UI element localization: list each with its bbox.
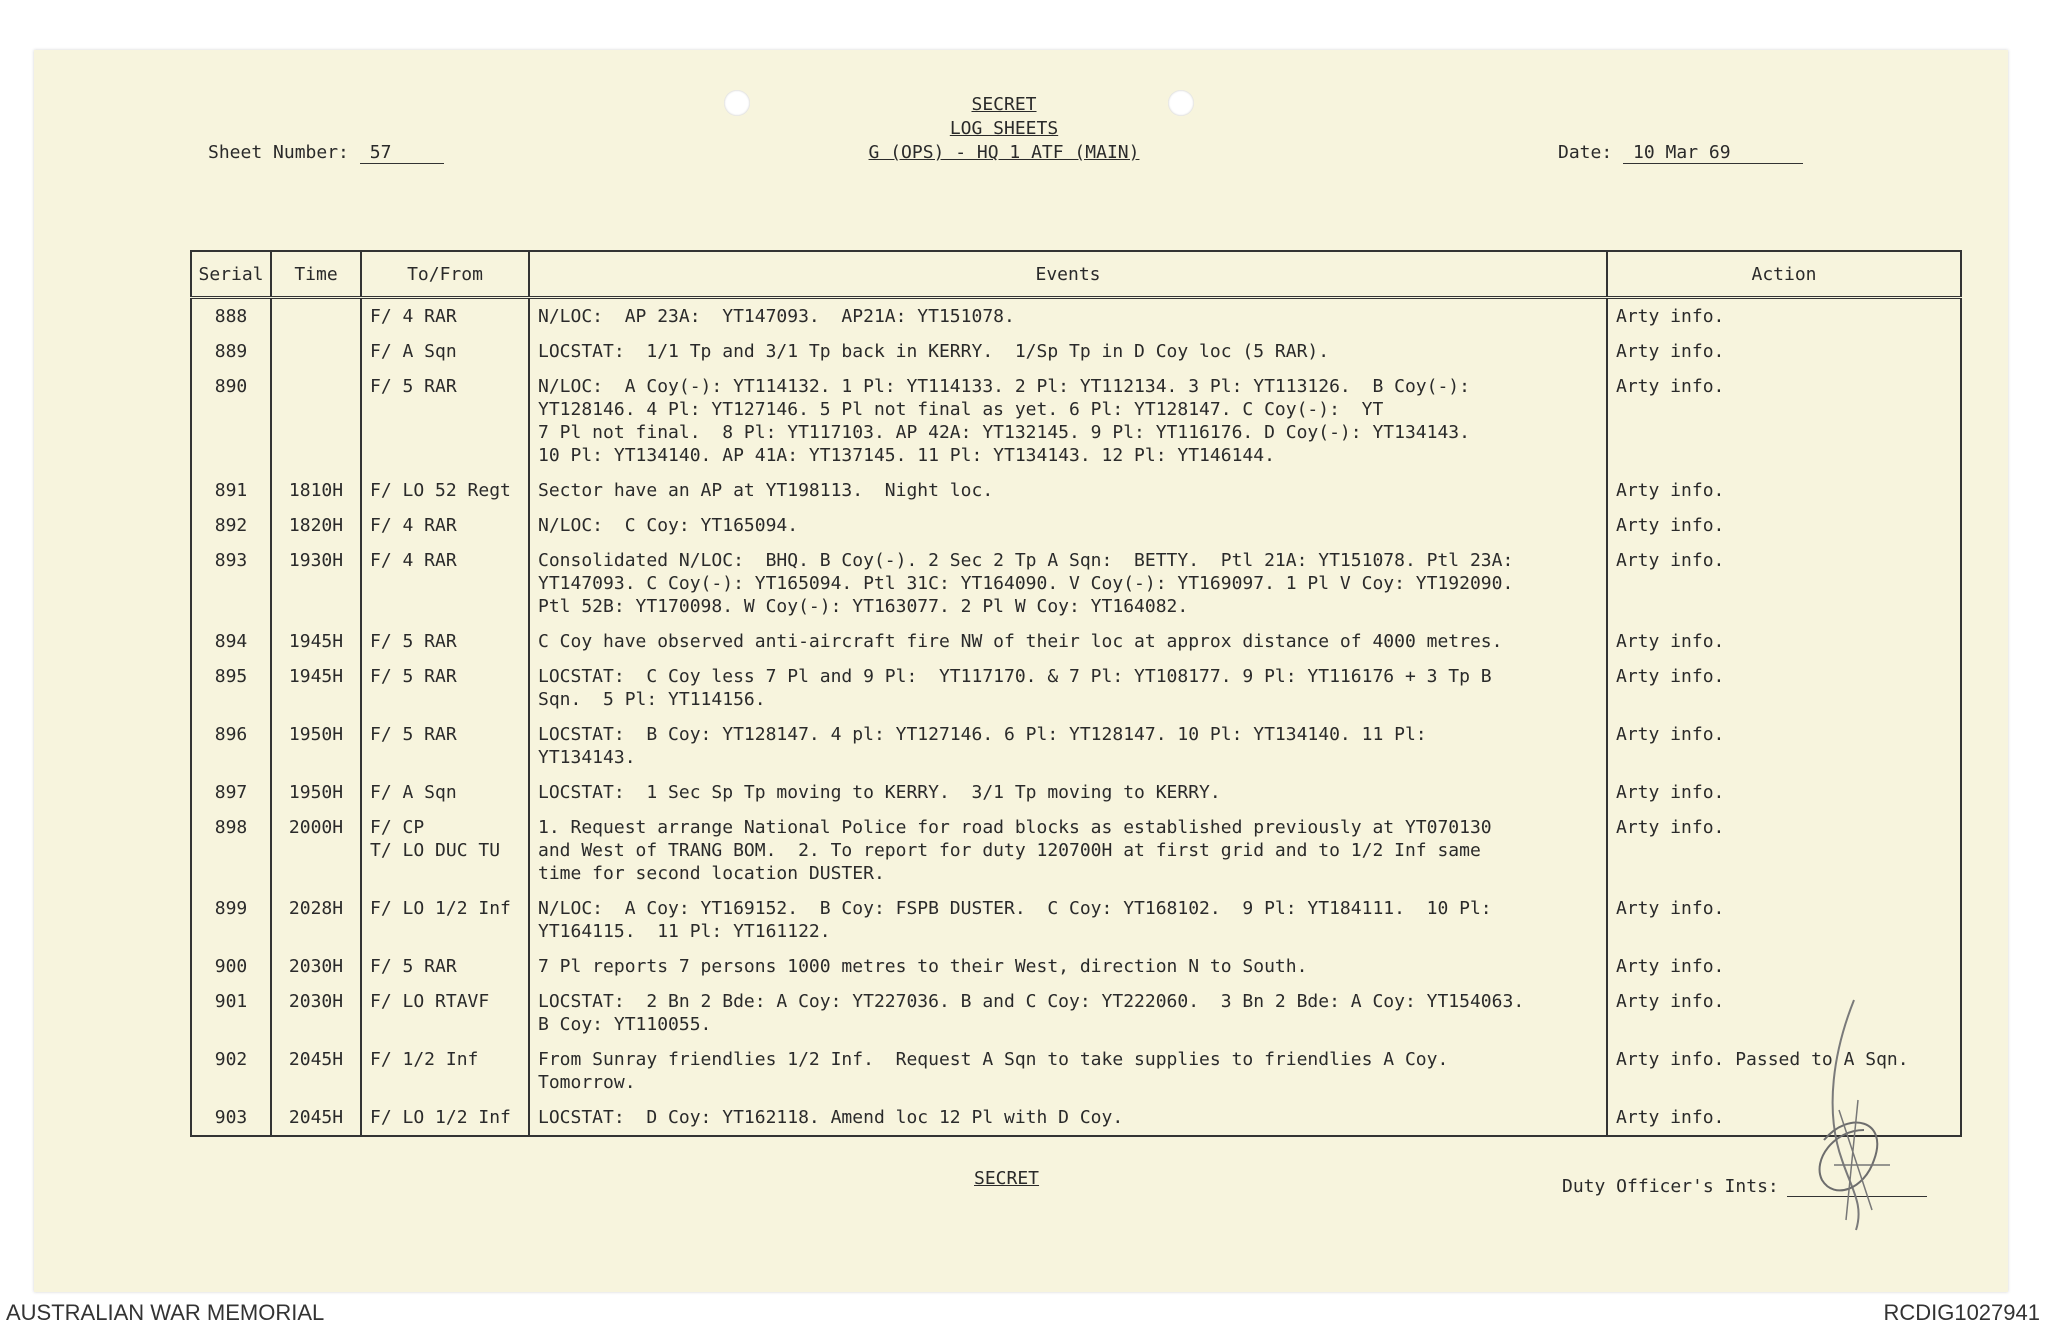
serial-cell: 889 xyxy=(191,334,271,369)
header-unit: G (OPS) - HQ 1 ATF (MAIN) xyxy=(868,142,1140,163)
table-header-row xyxy=(191,251,1961,298)
tofrom-cell: F/ 5 RAR xyxy=(361,369,529,473)
tofrom-cell: F/ 5 RAR xyxy=(361,624,529,659)
time-cell: 1820H xyxy=(271,508,361,543)
events-cell: LOCSTAT: 1/1 Tp and 3/1 Tp back in KERRY. 1/Sp Tp in D Coy loc (5 RAR). xyxy=(529,334,1607,369)
time-cell: 2030H xyxy=(271,984,361,1042)
action-cell: Arty info. xyxy=(1607,298,1961,335)
events-cell: LOCSTAT: D Coy: YT162118. Amend loc 12 Pl with D Coy. xyxy=(529,1100,1607,1136)
action-cell: Arty info. xyxy=(1607,508,1961,543)
events-cell: LOCSTAT: C Coy less 7 Pl and 9 Pl: YT117170. & 7 Pl: YT108177. 9 Pl: YT116176 + 3 Tp B Sqn. 5 Pl: YT114156. xyxy=(529,659,1607,717)
archive-reference-id: RCDIG1027941 xyxy=(1883,1300,2040,1325)
serial-cell: 900 xyxy=(191,949,271,984)
serial-cell: 899 xyxy=(191,891,271,949)
serial-cell: 893 xyxy=(191,543,271,624)
handwritten-signature xyxy=(1794,990,1914,1240)
serial-cell: 898 xyxy=(191,810,271,891)
table-row xyxy=(191,775,1961,810)
column-header-action: Action xyxy=(1607,251,1961,298)
table-row xyxy=(191,334,1961,369)
tofrom-cell: F/ A Sqn xyxy=(361,775,529,810)
table-row xyxy=(191,298,1961,335)
column-header-tofrom: To/From xyxy=(361,251,529,298)
events-cell: Sector have an AP at YT198113. Night loc. xyxy=(529,473,1607,508)
tofrom-cell: F/ 4 RAR xyxy=(361,298,529,335)
log-table xyxy=(190,250,1962,1137)
action-cell: Arty info. xyxy=(1607,775,1961,810)
time-cell xyxy=(271,369,361,473)
serial-cell: 902 xyxy=(191,1042,271,1100)
time-cell: 1945H xyxy=(271,624,361,659)
action-cell: Arty info. xyxy=(1607,810,1961,891)
time-cell: 2045H xyxy=(271,1100,361,1136)
action-cell: Arty info. xyxy=(1607,624,1961,659)
table-row xyxy=(191,984,1961,1042)
serial-cell: 892 xyxy=(191,508,271,543)
time-cell: 1810H xyxy=(271,473,361,508)
table-row xyxy=(191,659,1961,717)
serial-cell: 897 xyxy=(191,775,271,810)
events-cell: N/LOC: AP 23A: YT147093. AP21A: YT151078. xyxy=(529,298,1607,335)
action-cell: Arty info. xyxy=(1607,334,1961,369)
events-cell: 7 Pl reports 7 persons 1000 metres to their West, direction N to South. xyxy=(529,949,1607,984)
footer-classification: SECRET xyxy=(974,1168,1040,1189)
time-cell: 1945H xyxy=(271,659,361,717)
action-cell: Arty info. Passed to A Sqn. xyxy=(1607,1042,1961,1100)
time-cell: 2030H xyxy=(271,949,361,984)
serial-cell: 894 xyxy=(191,624,271,659)
time-cell: 2000H xyxy=(271,810,361,891)
events-cell: LOCSTAT: 1 Sec Sp Tp moving to KERRY. 3/1 Tp moving to KERRY. xyxy=(529,775,1607,810)
tofrom-cell: F/ LO 1/2 Inf xyxy=(361,891,529,949)
events-cell: From Sunray friendlies 1/2 Inf. Request A Sqn to take supplies to friendlies A Coy. Tomorrow. xyxy=(529,1042,1607,1100)
events-cell: 1. Request arrange National Police for road blocks as established previously at YT070130 and West of TRANG BOM. 2. To report for duty 120700H at first grid and to 1/2 Inf same time for second location DUSTER. xyxy=(529,810,1607,891)
action-cell: Arty info. xyxy=(1607,984,1961,1042)
action-cell: Arty info. xyxy=(1607,717,1961,775)
tofrom-cell: F/ 1/2 Inf xyxy=(361,1042,529,1100)
table-row xyxy=(191,624,1961,659)
serial-cell: 903 xyxy=(191,1100,271,1136)
serial-cell: 895 xyxy=(191,659,271,717)
tofrom-cell: F/ CP T/ LO DUC TU xyxy=(361,810,529,891)
events-cell: LOCSTAT: 2 Bn 2 Bde: A Coy: YT227036. B and C Coy: YT222060. 3 Bn 2 Bde: A Coy: YT154063. B Coy: YT110055. xyxy=(529,984,1607,1042)
events-cell: N/LOC: A Coy: YT169152. B Coy: FSPB DUSTER. C Coy: YT168102. 9 Pl: YT184111. 10 Pl: YT164115. 11 Pl: YT161122. xyxy=(529,891,1607,949)
sheet-number xyxy=(208,142,444,164)
events-cell: N/LOC: A Coy(-): YT114132. 1 Pl: YT114133. 2 Pl: YT112134. 3 Pl: YT113126. B Coy(-): YT128146. 4 Pl: YT127146. 5 Pl not final as yet. 6 Pl: YT128147. C Coy(-): YT 7 Pl not final. 8 Pl: YT117103. AP 42A: YT132145. 9 Pl: YT116176. D Coy(-): YT134143. 10 Pl: YT134140. AP 41A: YT137145. 11 Pl: YT134143. 12 Pl: YT146144. xyxy=(529,369,1607,473)
tofrom-cell: F/ A Sqn xyxy=(361,334,529,369)
table-row xyxy=(191,1042,1961,1100)
table-row xyxy=(191,508,1961,543)
time-cell: 2045H xyxy=(271,1042,361,1100)
time-cell xyxy=(271,334,361,369)
tofrom-cell: F/ 5 RAR xyxy=(361,949,529,984)
header-title: LOG SHEETS xyxy=(949,118,1059,139)
time-cell xyxy=(271,298,361,335)
action-cell: Arty info. xyxy=(1607,543,1961,624)
action-cell: Arty info. xyxy=(1607,949,1961,984)
tofrom-cell: F/ 4 RAR xyxy=(361,508,529,543)
events-cell: N/LOC: C Coy: YT165094. xyxy=(529,508,1607,543)
column-header-time: Time xyxy=(271,251,361,298)
tofrom-cell: F/ LO RTAVF xyxy=(361,984,529,1042)
sheet-number-label: Sheet Number: xyxy=(208,142,349,163)
action-cell: Arty info. xyxy=(1607,1100,1961,1136)
action-cell: Arty info. xyxy=(1607,891,1961,949)
action-cell: Arty info. xyxy=(1607,473,1961,508)
table-row xyxy=(191,810,1961,891)
punch-hole-left xyxy=(724,90,750,116)
tofrom-cell: F/ 5 RAR xyxy=(361,659,529,717)
header-classification: SECRET xyxy=(971,94,1037,115)
tofrom-cell: F/ LO 1/2 Inf xyxy=(361,1100,529,1136)
serial-cell: 891 xyxy=(191,473,271,508)
serial-cell: 901 xyxy=(191,984,271,1042)
time-cell: 2028H xyxy=(271,891,361,949)
table-row xyxy=(191,543,1961,624)
table-row xyxy=(191,1100,1961,1136)
table-row xyxy=(191,717,1961,775)
serial-cell: 888 xyxy=(191,298,271,335)
table-row xyxy=(191,369,1961,473)
sheet-date xyxy=(1558,142,1803,164)
archive-credit: AUSTRALIAN WAR MEMORIAL xyxy=(6,1300,325,1325)
date-label: Date: xyxy=(1558,142,1613,163)
tofrom-cell: F/ 5 RAR xyxy=(361,717,529,775)
column-header-serial: Serial xyxy=(191,251,271,298)
duty-officer-label: Duty Officer's Ints: xyxy=(1562,1176,1779,1197)
events-cell: C Coy have observed anti-aircraft fire NW of their loc at approx distance of 4000 metres. xyxy=(529,624,1607,659)
date-value: 10 Mar 69 xyxy=(1623,142,1803,164)
time-cell: 1930H xyxy=(271,543,361,624)
table-row xyxy=(191,891,1961,949)
events-cell: Consolidated N/LOC: BHQ. B Coy(-). 2 Sec 2 Tp A Sqn: BETTY. Ptl 21A: YT151078. Ptl 23A: YT147093. C Coy(-): YT165094. Ptl 31C: YT164090. V Coy(-): YT169097. 1 Pl V Coy: YT192090. Ptl 52B: YT170098. W Coy(-): YT163077. 2 Pl W Coy: YT164082. xyxy=(529,543,1607,624)
log-sheet-page xyxy=(34,50,2008,1292)
tofrom-cell: F/ 4 RAR xyxy=(361,543,529,624)
events-cell: LOCSTAT: B Coy: YT128147. 4 pl: YT127146. 6 Pl: YT128147. 10 Pl: YT134140. 11 Pl: YT134143. xyxy=(529,717,1607,775)
sheet-number-value: 57 xyxy=(360,142,444,164)
serial-cell: 890 xyxy=(191,369,271,473)
action-cell: Arty info. xyxy=(1607,369,1961,473)
time-cell: 1950H xyxy=(271,775,361,810)
action-cell: Arty info. xyxy=(1607,659,1961,717)
table-row xyxy=(191,949,1961,984)
table-row xyxy=(191,473,1961,508)
punch-hole-right xyxy=(1168,90,1194,116)
tofrom-cell: F/ LO 52 Regt xyxy=(361,473,529,508)
serial-cell: 896 xyxy=(191,717,271,775)
time-cell: 1950H xyxy=(271,717,361,775)
column-header-events: Events xyxy=(529,251,1607,298)
